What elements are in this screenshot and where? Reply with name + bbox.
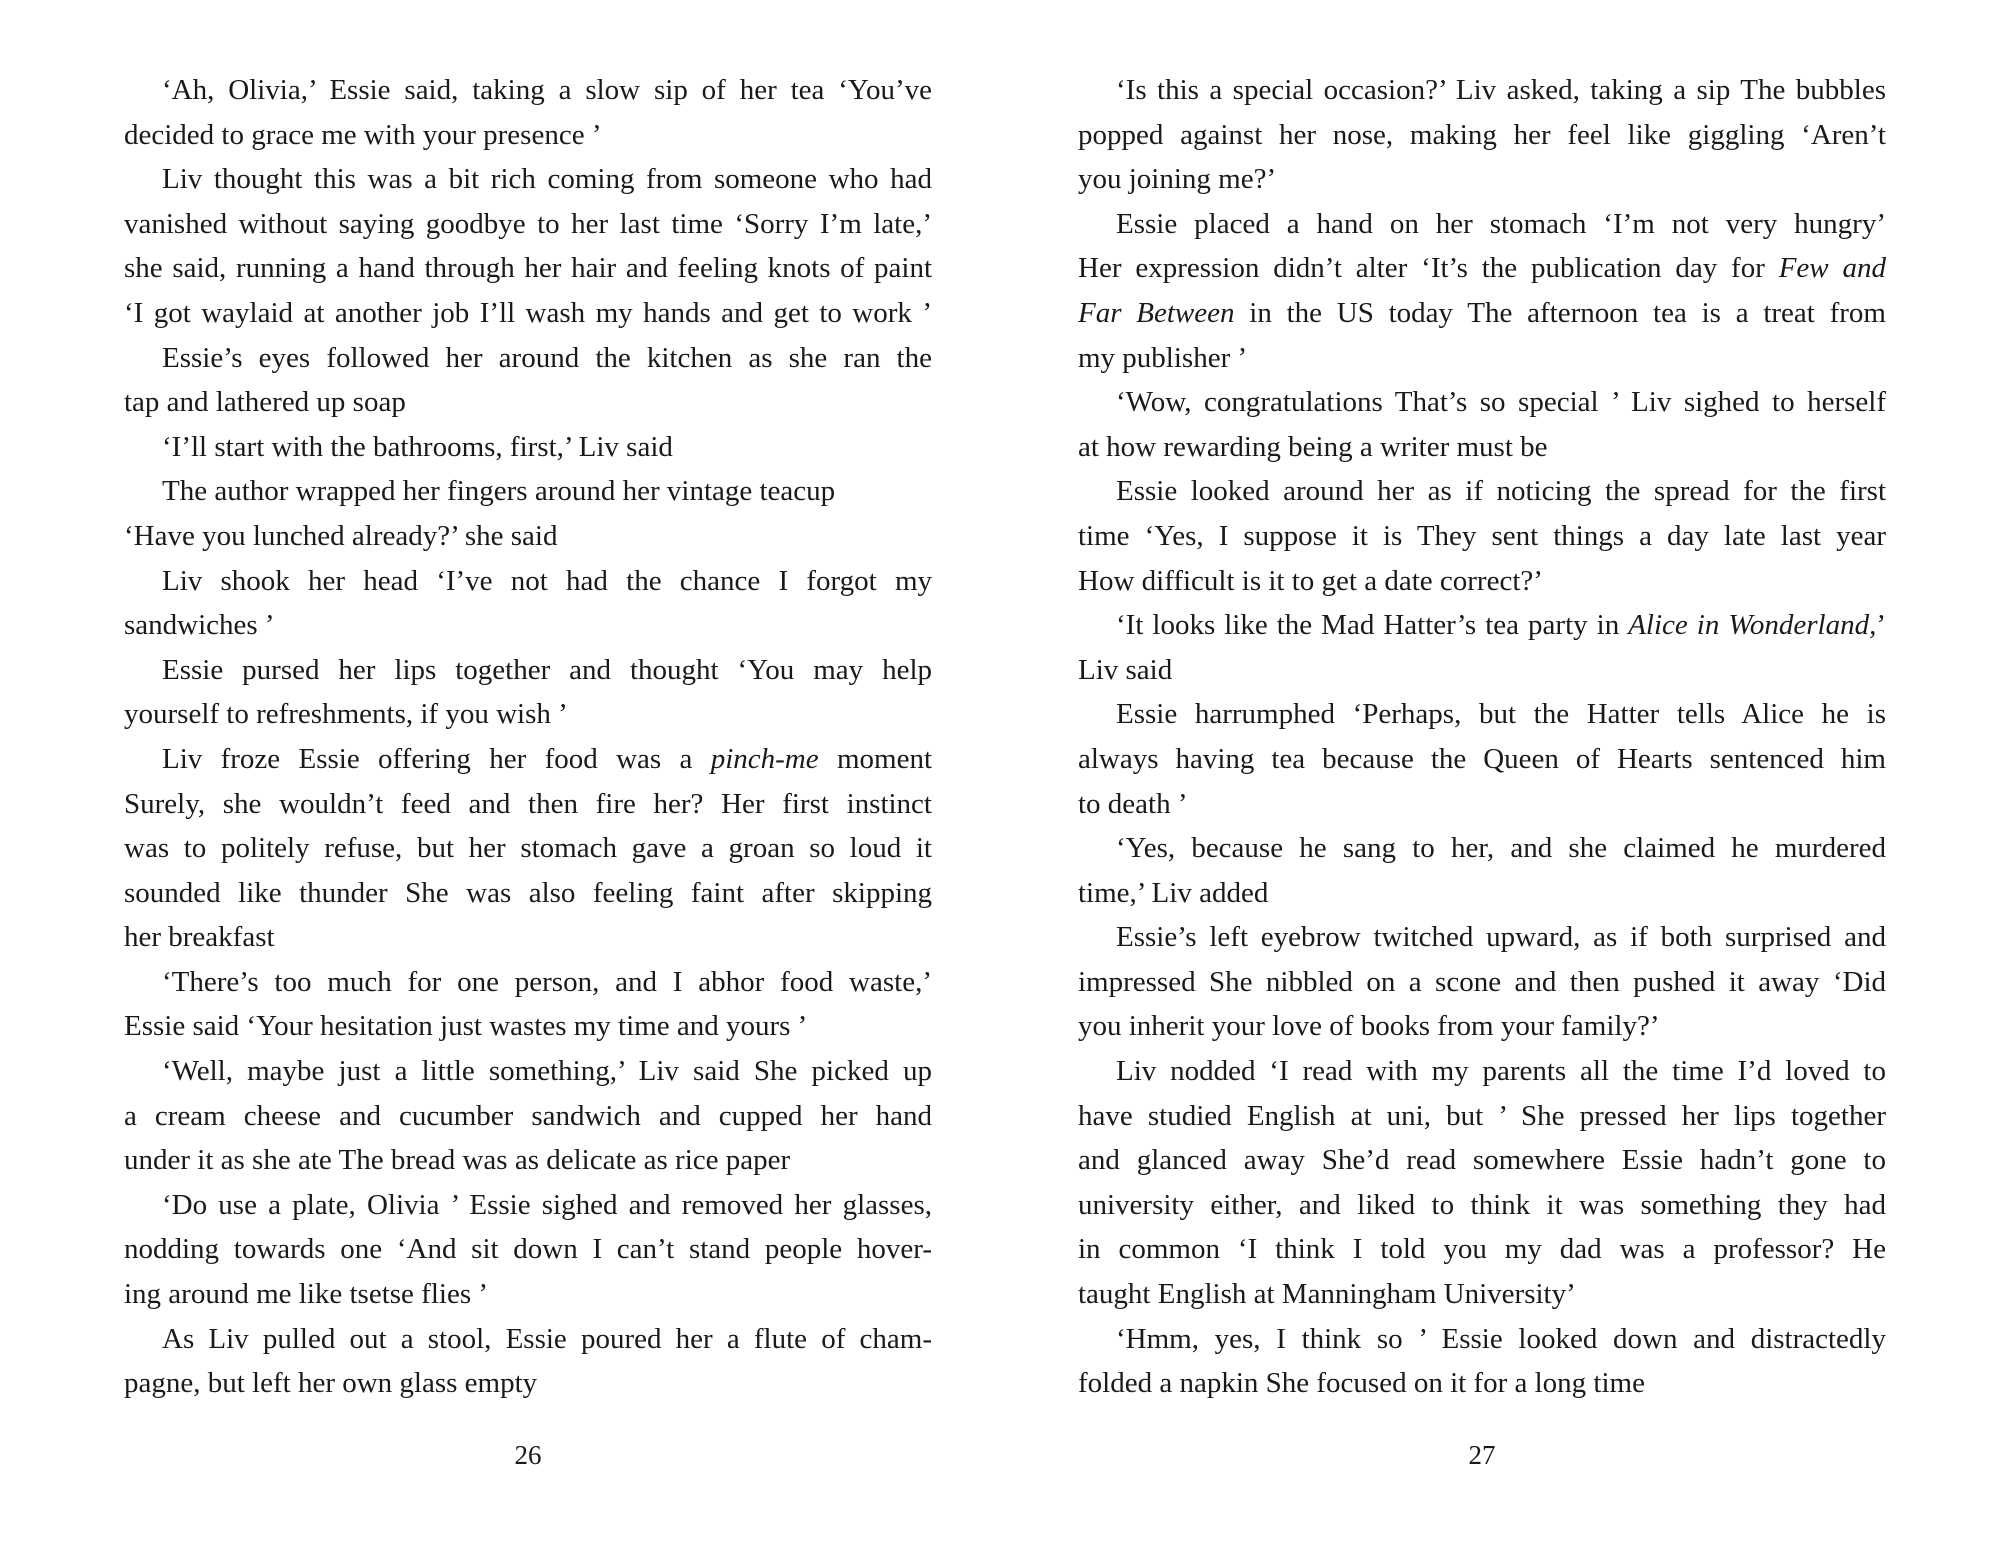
text-line: Her expression didn’t alter ‘It’s the publication day for Few and <box>1078 252 1886 285</box>
text-line: folded a napkin She focused on it for a long time <box>1078 1367 1645 1400</box>
text-line: have studied English at uni, but ’ She pressed her lips together <box>1078 1099 1886 1132</box>
text-line: was to politely refuse, but her stomach gave a groan so loud it <box>124 832 932 865</box>
italic-title: Few and <box>1778 252 1886 285</box>
italic-title: pinch-me <box>710 742 819 775</box>
text-line: a cream cheese and cucumber sandwich and cupped her hand <box>124 1099 932 1132</box>
text-line: Essie’s eyes followed her around the kitchen as she ran the <box>162 341 932 374</box>
text-line: Essie said ‘Your hesitation just wastes my time and yours ’ <box>124 1010 808 1043</box>
text-line: impressed She nibbled on a scone and then pushed it away ‘Did <box>1078 965 1886 998</box>
text-line: ‘Yes, because he sang to her, and she claimed he murdered <box>1116 832 1886 865</box>
italic-title: Alice in Wonderland, <box>1628 609 1877 642</box>
text-line: How difficult is it to get a date correct?’ <box>1078 564 1543 597</box>
text-line: Liv said <box>1078 653 1173 686</box>
text-line: nodding towards one ‘And sit down I can’t stand people hover- <box>124 1233 932 1266</box>
left-page <box>124 0 932 1547</box>
text-line: at how rewarding being a writer must be <box>1078 430 1548 463</box>
text-line: you inherit your love of books from your family?’ <box>1078 1010 1660 1043</box>
text-line: Liv shook her head ‘I’ve not had the chance I forgot my <box>162 564 932 597</box>
text-line: and glanced away She’d read somewhere Essie hadn’t gone to <box>1078 1144 1886 1177</box>
text-line: decided to grace me with your presence ’ <box>124 118 602 151</box>
text-line: always having tea because the Queen of Hearts sentenced him <box>1078 742 1886 775</box>
text-line: ‘I’ll start with the bathrooms, first,’ Liv said <box>162 430 673 463</box>
text-line: ‘I got waylaid at another job I’ll wash my hands and get to work ’ <box>124 296 932 329</box>
text-line: Liv thought this was a bit rich coming from someone who had <box>162 163 932 196</box>
text-line: As Liv pulled out a stool, Essie poured her a flute of cham- <box>162 1322 932 1355</box>
text-line: Far Between in the US today The afternoon tea is a treat from <box>1078 296 1886 329</box>
text-line: tap and lathered up soap <box>124 386 406 419</box>
text-line: Liv froze Essie offering her food was a pinch-me moment <box>162 742 932 775</box>
left-page-text <box>124 68 932 1406</box>
text-line: Liv nodded ‘I read with my parents all the time I’d loved to <box>1116 1055 1886 1088</box>
text-line: ‘There’s too much for one person, and I abhor food waste,’ <box>162 965 932 998</box>
text-line: she said, running a hand through her hair and feeling knots of paint <box>124 252 932 285</box>
text-line: taught English at Manningham University’ <box>1078 1278 1576 1311</box>
right-page <box>1078 0 1886 1547</box>
text-line: ‘Do use a plate, Olivia ’ Essie sighed and removed her glasses, <box>162 1188 932 1221</box>
text-line: popped against her nose, making her feel like giggling ‘Aren’t <box>1078 118 1886 151</box>
text-line: pagne, but left her own glass empty <box>124 1367 538 1400</box>
text-line: ‘It looks like the Mad Hatter’s tea party in Alice in Wonderland,’ <box>1116 609 1887 642</box>
text-line: Essie harrumphed ‘Perhaps, but the Hatter tells Alice he is <box>1116 698 1886 731</box>
text-line: Essie pursed her lips together and thought ‘You may help <box>162 653 932 686</box>
text-line: sounded like thunder She was also feeling faint after skipping <box>124 876 932 909</box>
right-page-text <box>1078 68 1886 1406</box>
text-line: Essie’s left eyebrow twitched upward, as if both surprised and <box>1116 921 1886 954</box>
text-line: vanished without saying goodbye to her last time ‘Sorry I’m late,’ <box>124 207 932 240</box>
text-line: ‘Well, maybe just a little something,’ Liv said She picked up <box>162 1055 932 1088</box>
text-line: ‘Is this a special occasion?’ Liv asked, taking a sip The bubbles <box>1116 74 1886 106</box>
text-line: my publisher ’ <box>1078 341 1248 374</box>
text-line: in common ‘I think I told you my dad was a professor? He <box>1078 1233 1886 1266</box>
text-line: ‘Hmm, yes, I think so ’ Essie looked down and distractedly <box>1116 1322 1886 1355</box>
text-line: ing around me like tsetse flies ’ <box>124 1278 489 1311</box>
right-page-number: 27 <box>1468 1440 1496 1470</box>
text-line: Essie looked around her as if noticing the spread for the first <box>1116 475 1886 508</box>
text-line: to death ’ <box>1078 787 1188 820</box>
text-line: Surely, she wouldn’t feed and then fire her? Her first instinct <box>124 787 932 820</box>
text-line: university either, and liked to think it was something they had <box>1078 1188 1886 1221</box>
text-line: ‘Have you lunched already?’ she said <box>124 519 558 552</box>
italic-title: Far Between <box>1078 296 1235 329</box>
text-line: under it as she ate The bread was as delicate as rice paper <box>124 1144 791 1177</box>
text-line: sandwiches ’ <box>124 609 275 642</box>
text-line: The author wrapped her fingers around her vintage teacup <box>162 475 836 508</box>
text-line: her breakfast <box>124 921 275 954</box>
text-line: ‘Wow, congratulations That’s so special ’ Liv sighed to herself <box>1116 386 1886 419</box>
text-line: time,’ Liv added <box>1078 876 1269 909</box>
text-line: yourself to refreshments, if you wish ’ <box>124 698 568 731</box>
text-line: ‘Ah, Olivia,’ Essie said, taking a slow sip of her tea ‘You’ve <box>162 74 932 106</box>
text-line: Essie placed a hand on her stomach ‘I’m not very hungry’ <box>1116 207 1886 240</box>
text-line: you joining me?’ <box>1078 163 1277 196</box>
text-line: time ‘Yes, I suppose it is They sent things a day late last year <box>1078 519 1886 552</box>
left-page-number: 26 <box>514 1440 542 1470</box>
